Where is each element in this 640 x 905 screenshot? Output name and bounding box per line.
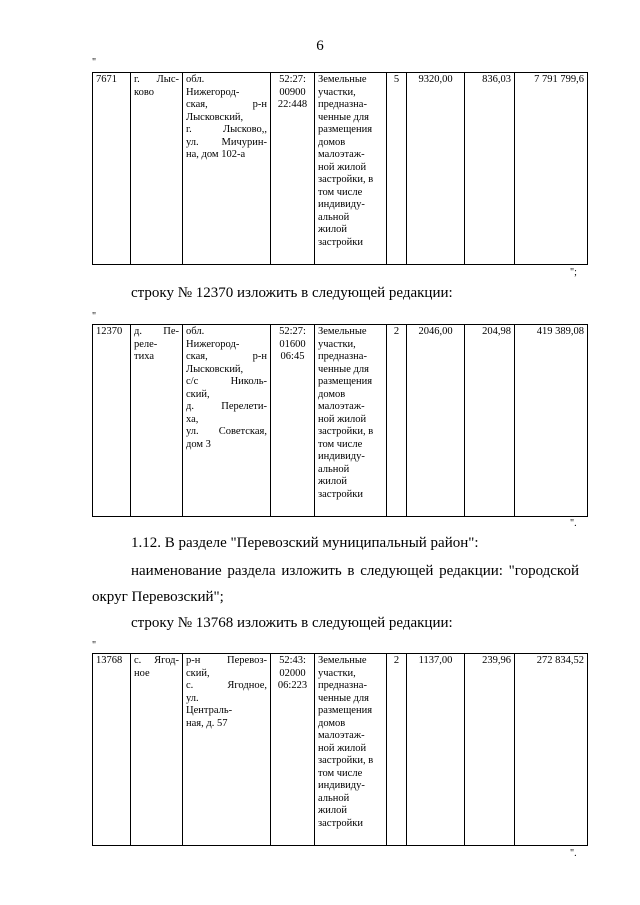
cell-line: ной жилой	[318, 161, 367, 173]
area-cell: 9320,00	[407, 73, 465, 265]
cell-line: 00900	[279, 86, 306, 98]
cell-line: Земельные	[318, 655, 367, 666]
cell-line: предназна-	[318, 680, 367, 691]
cell-line: ченные для	[318, 692, 369, 704]
row-number: 13768	[93, 654, 131, 846]
cell-line: предназна-	[318, 99, 367, 110]
paragraph-rename-line-2: округ Перевозский";	[92, 589, 224, 605]
cell-line: ул. Советская,	[186, 426, 267, 437]
table-row	[93, 654, 588, 846]
cell-line: ский,	[186, 388, 210, 400]
group-number-cell: 5	[387, 73, 407, 265]
cell-line: индивиду-	[318, 451, 365, 462]
cell-line: жилой	[318, 476, 347, 487]
cell-line: Нижегород-	[186, 86, 240, 98]
open-quote-1: "	[92, 57, 97, 68]
cell-line: застройки	[318, 488, 364, 500]
area-cell: 2046,00	[407, 325, 465, 517]
cell-line: 01600	[279, 338, 306, 350]
open-quote-2: "	[92, 311, 97, 322]
cell-line: р-н Перевоз-	[186, 655, 267, 666]
cell-line: Земельные	[318, 326, 367, 337]
cell-line: альной	[318, 792, 350, 804]
cell-line: г. Лысково,,	[186, 124, 267, 135]
cell-line: Лысковский,	[186, 111, 244, 123]
cell-line: жилой	[318, 805, 347, 816]
cell-line: 52:27:	[279, 74, 306, 85]
cadastral-value-cell: 419 389,08	[515, 325, 588, 517]
cell-line: 52:27:	[279, 326, 306, 337]
cell-line: альной	[318, 463, 350, 475]
cell-line: Централь-	[186, 705, 233, 716]
cell-line: застройки, в	[318, 426, 374, 437]
land-category-cell	[315, 325, 387, 517]
cell-line: ха,	[186, 413, 199, 425]
group-number-cell: 2	[387, 325, 407, 517]
cell-line: том числе	[318, 186, 363, 198]
address-cell	[183, 654, 271, 846]
rate-cell: 239,96	[465, 654, 515, 846]
open-quote-3: "	[92, 640, 97, 651]
cadastral-number-cell	[271, 73, 315, 265]
cell-line: ская, р-н	[186, 99, 267, 110]
cell-line: тиха	[134, 351, 154, 362]
paragraph-section-1-12: 1.12. В разделе "Перевозский муниципальный район":	[131, 535, 479, 551]
cell-line: домов	[318, 388, 346, 400]
paragraph-row-12370: строку № 12370 изложить в следующей редакции:	[131, 285, 453, 301]
cell-line: д. Перелети-	[186, 401, 267, 412]
cell-line: 06:223	[277, 680, 308, 691]
cell-line: участки,	[318, 667, 356, 679]
cell-line: с. Ягод-	[134, 655, 179, 666]
cell-line: индивиду-	[318, 199, 365, 210]
cell-line: ченные для	[318, 363, 369, 375]
row-number: 7671	[93, 73, 131, 265]
cell-line: д. Пе-	[134, 326, 179, 337]
cadastral-number-cell	[271, 654, 315, 846]
cadastral-value-cell: 272 834,52	[515, 654, 588, 846]
cell-line: застройки, в	[318, 174, 374, 185]
cell-line: том числе	[318, 438, 363, 450]
close-quote-1: ";	[570, 267, 577, 278]
cell-line: 06:45	[280, 351, 305, 362]
cell-line: ская, р-н	[186, 351, 267, 362]
cell-line: застройки	[318, 817, 364, 829]
cell-line: размещения	[318, 124, 373, 135]
land-category-cell	[315, 73, 387, 265]
paragraph-rename-line-1: наименование раздела изложить в следующей редакции: "городской	[131, 563, 579, 579]
cell-line: обл.	[186, 74, 205, 85]
cell-line: размещения	[318, 376, 373, 387]
locality-cell	[131, 73, 183, 265]
cell-line: альной	[318, 211, 350, 223]
cell-line: размещения	[318, 705, 373, 716]
cell-line: ной жилой	[318, 413, 367, 425]
paragraph-row-13768: строку № 13768 изложить в следующей редакции:	[131, 615, 453, 631]
cell-line: ная, д. 57	[186, 717, 228, 729]
cell-line: малоэтаж-	[318, 401, 365, 412]
close-quote-3: ".	[570, 848, 577, 859]
registry-table-3	[92, 653, 588, 846]
cell-line: дом 3	[186, 438, 211, 450]
cell-line: 52:43:	[279, 655, 306, 666]
cell-line: домов	[318, 136, 346, 148]
cell-line: участки,	[318, 86, 356, 98]
cell-line: застройки, в	[318, 755, 374, 766]
cell-line: Лысковский,	[186, 363, 244, 375]
cadastral-value-cell: 7 791 799,6	[515, 73, 588, 265]
cell-line: 02000	[279, 667, 306, 679]
cell-line: ково	[134, 86, 154, 98]
cell-line: реле-	[134, 338, 158, 350]
cell-line: участки,	[318, 338, 356, 350]
page-number: 6	[316, 38, 324, 54]
cell-line: ной жилой	[318, 742, 367, 754]
area-cell: 1137,00	[407, 654, 465, 846]
land-category-cell	[315, 654, 387, 846]
cell-line: малоэтаж-	[318, 149, 365, 160]
cell-line: ул.	[186, 692, 199, 704]
cadastral-number-cell	[271, 325, 315, 517]
row-number: 12370	[93, 325, 131, 517]
cell-line: ное	[134, 667, 150, 679]
cell-line: обл.	[186, 326, 205, 337]
locality-cell	[131, 325, 183, 517]
cell-line: том числе	[318, 767, 363, 779]
cell-line: застройки	[318, 236, 364, 248]
close-quote-2: ".	[570, 518, 577, 529]
cell-line: домов	[318, 717, 346, 729]
registry-table-1	[92, 72, 588, 265]
cell-line: с/с Николь-	[186, 376, 267, 387]
table-row	[93, 325, 588, 517]
rate-cell: 204,98	[465, 325, 515, 517]
registry-table-2	[92, 324, 588, 517]
group-number-cell: 2	[387, 654, 407, 846]
rate-cell: 836,03	[465, 73, 515, 265]
cell-line: Земельные	[318, 74, 367, 85]
cell-line: предназна-	[318, 351, 367, 362]
cell-line: ченные для	[318, 111, 369, 123]
locality-cell	[131, 654, 183, 846]
cell-line: на, дом 102-а	[186, 149, 246, 160]
cell-line: ул. Мичурин-	[186, 136, 267, 148]
cell-line: 22:448	[277, 99, 308, 110]
cell-line: малоэтаж-	[318, 730, 365, 741]
address-cell	[183, 325, 271, 517]
cell-line: ский,	[186, 667, 210, 679]
cell-line: жилой	[318, 224, 347, 235]
cell-line: индивиду-	[318, 780, 365, 791]
address-cell	[183, 73, 271, 265]
table-row	[93, 73, 588, 265]
cell-line: Нижегород-	[186, 338, 240, 350]
cell-line: с. Ягодное,	[186, 680, 267, 691]
cell-line: г. Лыс-	[134, 74, 179, 85]
